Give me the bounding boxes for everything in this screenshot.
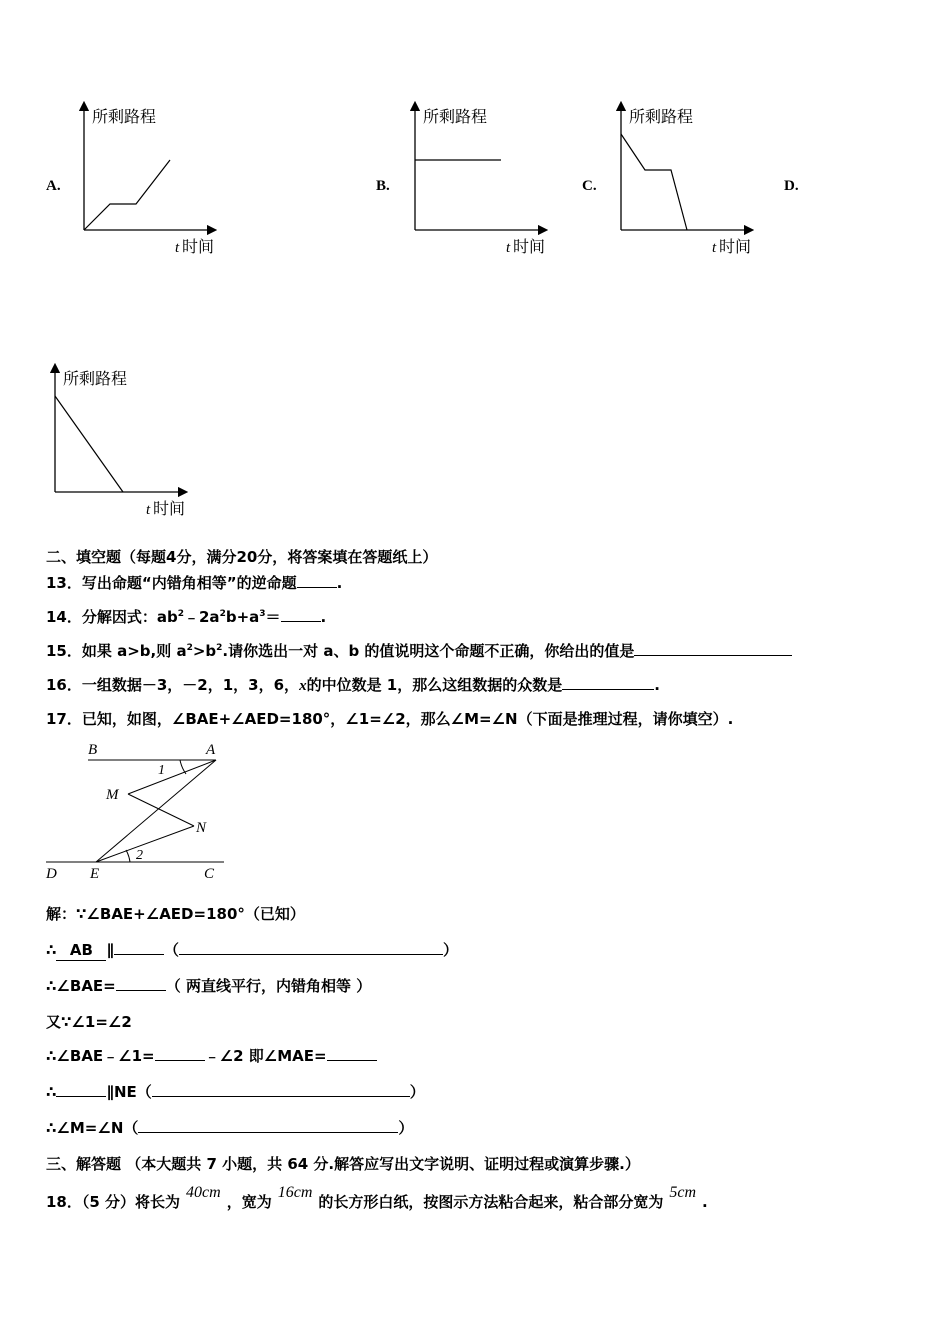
sol6-part: ） bbox=[409, 1083, 425, 1101]
graph-line bbox=[621, 134, 687, 230]
x-axis-label: 时间 bbox=[513, 237, 546, 256]
x-axis-var: t bbox=[146, 502, 151, 518]
sol2-part: ∥ bbox=[106, 941, 114, 959]
solution-line-6 bbox=[46, 1082, 425, 1102]
figure-17 bbox=[40, 736, 240, 884]
sol7-blank[interactable] bbox=[138, 1118, 398, 1133]
label-n: N bbox=[196, 820, 207, 836]
graph-d bbox=[41, 362, 201, 522]
solution-line-4: 又∵∠1=∠2 bbox=[46, 1013, 132, 1031]
segment-am bbox=[128, 760, 216, 794]
y-axis-label: 所剩路程 bbox=[629, 107, 694, 126]
question-15 bbox=[46, 641, 792, 661]
q16-answer-blank[interactable] bbox=[562, 675, 654, 690]
sol2-part: ∴ bbox=[46, 941, 57, 959]
sol2-ab: AB bbox=[56, 940, 106, 961]
q15-sup: 2 bbox=[216, 643, 223, 653]
label-c: C bbox=[204, 866, 215, 882]
x-axis-label: 时间 bbox=[153, 499, 186, 518]
question-17: 17．已知，如图，∠BAE+∠AED=180°，∠1=∠2，那么∠M=∠N（下面是推理过程，请你填空）. bbox=[46, 710, 734, 728]
option-a-label: A. bbox=[46, 178, 61, 194]
sol5-blank-1[interactable] bbox=[155, 1046, 205, 1061]
sol2-blank-2[interactable] bbox=[179, 940, 443, 955]
graph-b bbox=[401, 100, 561, 260]
y-axis-label: 所剩路程 bbox=[92, 107, 157, 126]
option-d-label: D. bbox=[784, 178, 799, 194]
question-14 bbox=[46, 607, 326, 627]
label-a: A bbox=[206, 742, 216, 758]
y-axis-label: 所剩路程 bbox=[63, 369, 128, 388]
sol7-part: ） bbox=[398, 1119, 414, 1137]
sol2-part: （ bbox=[163, 941, 179, 959]
question-18 bbox=[46, 1184, 708, 1213]
x-axis-label: 时间 bbox=[182, 237, 215, 256]
solution-line-2 bbox=[46, 940, 458, 961]
graph-line bbox=[84, 160, 170, 230]
q14-sup: 3 bbox=[259, 609, 266, 619]
sol6-part: ∥NE（ bbox=[106, 1083, 152, 1101]
label-b: B bbox=[88, 742, 98, 758]
graph-line bbox=[55, 396, 123, 492]
label-d: D bbox=[46, 866, 57, 882]
q14-sup: 2 bbox=[219, 609, 226, 619]
q18-part: ，宽为 bbox=[226, 1193, 272, 1211]
q14-part: b+a bbox=[225, 608, 260, 626]
q16-variable: x bbox=[299, 678, 307, 694]
label-m: M bbox=[106, 787, 119, 803]
q14-end: . bbox=[320, 608, 327, 626]
x-axis-var: t bbox=[175, 240, 180, 256]
label-2: 2 bbox=[136, 848, 143, 863]
sol6-blank-1[interactable] bbox=[56, 1082, 106, 1097]
angle-1-arc bbox=[180, 760, 186, 774]
graph-a bbox=[70, 100, 230, 260]
segment-ne bbox=[96, 826, 194, 862]
option-c-label: C. bbox=[582, 178, 597, 194]
q15-part: >b bbox=[192, 642, 217, 660]
sol2-part: ） bbox=[442, 941, 458, 959]
solution-line-3 bbox=[46, 976, 371, 996]
q18-end: . bbox=[702, 1193, 708, 1211]
solution-line-5 bbox=[46, 1046, 377, 1066]
q15-answer-blank[interactable] bbox=[634, 641, 792, 656]
q16-part: 的中位数是 1，那么这组数据的众数是 bbox=[306, 676, 563, 694]
q14-part: ＝ bbox=[265, 608, 281, 626]
option-b-label: B. bbox=[376, 178, 390, 194]
q18-length: 40cm bbox=[186, 1184, 221, 1201]
q18-part: 18．（5 分）将长为 bbox=[46, 1193, 181, 1211]
q15-part: .请你选出一对 a、b 的值说明这个命题不正确，你给出的值是 bbox=[222, 642, 635, 660]
section2-heading: 二、填空题（每题4分，满分20分，将答案填在答题纸上） bbox=[46, 548, 438, 566]
q14-part: 14．分解因式：ab bbox=[46, 608, 178, 626]
x-axis-var: t bbox=[712, 240, 717, 256]
label-e: E bbox=[90, 866, 100, 882]
sol3-part: （ 两直线平行，内错角相等 ） bbox=[165, 977, 372, 995]
sol5-part: ﹣∠2 即∠MAE= bbox=[204, 1047, 327, 1065]
sol6-part: ∴ bbox=[46, 1083, 57, 1101]
solution-line-1: 解：∵∠BAE+∠AED=180°（已知） bbox=[46, 905, 305, 923]
solution-line-7 bbox=[46, 1118, 413, 1138]
sol2-blank-1[interactable] bbox=[114, 940, 164, 955]
sol6-blank-2[interactable] bbox=[152, 1082, 410, 1097]
q18-overlap: 5cm bbox=[669, 1184, 697, 1201]
q16-end: . bbox=[654, 676, 660, 694]
graph-c bbox=[607, 100, 767, 260]
sol5-part: ∴∠BAE﹣∠1= bbox=[46, 1047, 155, 1065]
section3-heading: 三、解答题 （本大题共 7 小题，共 64 分.解答应写出文字说明、证明过程或演算步骤.） bbox=[46, 1155, 640, 1173]
q13-text: 13．写出命题“内错角相等”的逆命题 bbox=[46, 574, 297, 592]
angle-2-arc bbox=[126, 850, 130, 862]
sol7-part: ∴∠M=∠N（ bbox=[46, 1119, 139, 1137]
q16-part: 16．一组数据－3，－2，1，3，6， bbox=[46, 676, 300, 694]
label-1: 1 bbox=[158, 763, 165, 778]
sol3-part: ∴∠BAE= bbox=[46, 977, 116, 995]
sol3-blank[interactable] bbox=[116, 976, 166, 991]
q15-sup: 2 bbox=[186, 643, 193, 653]
question-13 bbox=[46, 573, 342, 593]
question-16 bbox=[46, 675, 660, 696]
q13-end: . bbox=[336, 574, 343, 592]
sol5-blank-2[interactable] bbox=[327, 1046, 377, 1061]
segment-ae bbox=[96, 760, 216, 862]
x-axis-var: t bbox=[506, 240, 511, 256]
q18-part: 的长方形白纸，按图示方法粘合起来，粘合部分宽为 bbox=[318, 1193, 664, 1211]
y-axis-label: 所剩路程 bbox=[423, 107, 488, 126]
x-axis-label: 时间 bbox=[719, 237, 752, 256]
q18-width: 16cm bbox=[277, 1184, 313, 1201]
segment-mn bbox=[128, 794, 194, 826]
q14-part: ﹣2a bbox=[184, 608, 220, 626]
q14-sup: 2 bbox=[177, 609, 184, 619]
q14-answer-blank[interactable] bbox=[281, 607, 321, 622]
q13-answer-blank[interactable] bbox=[297, 573, 337, 588]
q15-part: 15．如果 a>b,则 a bbox=[46, 642, 187, 660]
